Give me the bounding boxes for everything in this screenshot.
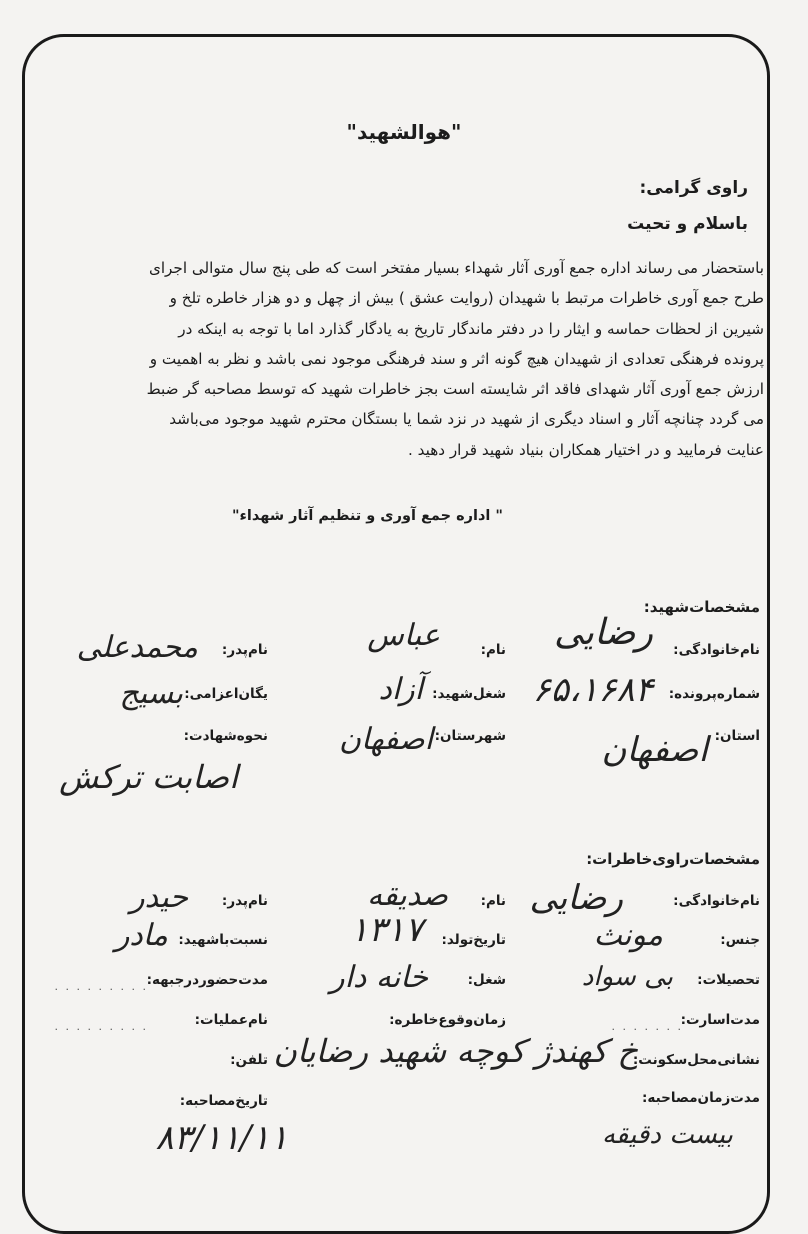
narrator-relation-label: نسبت‌باشهید: [178, 932, 268, 948]
martyr-unit-value: بسیج [119, 676, 183, 711]
paragraph-line: طرح جمع آوری خاطرات مرتبط با شهیدان (روایت عشق ) بیش از چهل و دو هزار خاطره تلخ و [169, 289, 764, 308]
martyr-how-label: نحوه‌شهادت: [183, 728, 268, 744]
narrator-interview-duration-value: بیست دقیقه [601, 1120, 733, 1150]
narrator-father-label: نام‌پدر: [221, 893, 268, 909]
martyr-name-value: عباس [367, 618, 440, 653]
narrator-interview-date-value: ۸۳/۱۱/۱۱ [155, 1118, 288, 1158]
narrator-phone-label: تلفن: [230, 1052, 268, 1068]
salutation: باسلام و تحیت [627, 214, 748, 234]
page-heading: "هوالشهید" [346, 120, 462, 144]
martyr-father-value: محمدعلی [76, 630, 198, 665]
narrator-front-blank: . . . . . . . . . [54, 980, 148, 993]
paragraph-line: شیرین از لحظات حماسه و ایثار را در دفتر ماندگار تاریخ به یادگار گذارد اما با توجه به اینکه در [178, 319, 764, 338]
narrator-name-value: صدیقه [367, 878, 448, 913]
narrator-education-label: تحصیلات: [697, 972, 760, 988]
martyr-province-value: اصفهان [601, 730, 708, 770]
martyr-city-label: شهرستان: [434, 728, 506, 744]
narrator-family-value: رضایی [529, 878, 623, 918]
narrator-father-value: حیدر [130, 880, 188, 915]
intro-paragraph [44, 253, 764, 465]
martyr-file-value: ۶۵،۱۶۸۴ [532, 670, 653, 710]
narrator-relation-value: مادر [114, 918, 168, 953]
greeting: راوی گرامی: [639, 178, 748, 198]
martyr-father-label: نام‌پدر: [221, 642, 268, 658]
narrator-job-value: خانه دار [330, 960, 428, 995]
narrator-gender-value: مونث [593, 918, 663, 953]
narrator-name-label: نام: [480, 893, 506, 909]
paragraph-line: ارزش جمع آوری آثار شهدای فاقد اثر شایسته است بجز خاطرات شهید که توسط مصاحبه گر ضبط [146, 380, 764, 399]
martyr-family-value: رضایی [554, 612, 653, 653]
narrator-front-label: مدت‌حضوردرجبهه: [146, 972, 268, 988]
narrator-job-label: شغل: [467, 972, 506, 988]
martyr-section-title: مشخصات‌شهید: [643, 598, 760, 616]
paragraph-line: پرونده فرهنگی تعدادی از شهیدان هیچ گونه اثر و سند فرهنگی موجود نمی باشد و نظر به اهمیت و [149, 349, 764, 368]
narrator-address-value: خ کهندژ کوچه شهید رضایان [273, 1032, 638, 1070]
paragraph-line: می گردد چنانچه آثار و اسناد دیگری از شهید در نزد شما یا بستگان محترم شهید موجود می‌باشد [169, 410, 764, 429]
narrator-memory-time-label: زمان‌وقوع‌خاطره: [389, 1012, 506, 1028]
paragraph-line: باستحضار می رساند اداره جمع آوری آثار شهداء بسیار مفتخر است که طی پنج سال متوالی اجرای [148, 259, 764, 277]
martyr-family-label: نام‌خانوادگی: [673, 642, 760, 658]
martyr-province-label: استان: [714, 728, 760, 744]
martyr-name-label: نام: [480, 642, 506, 658]
narrator-education-value: بی سواد [581, 962, 673, 992]
narrator-captivity-label: مدت‌اسارت: [680, 1012, 760, 1028]
martyr-unit-label: یگان‌اعزامی: [184, 686, 268, 702]
narrator-captivity-blank: . . . . . . . [611, 1020, 683, 1033]
martyr-how-value: اصابت ترکش [59, 758, 238, 796]
martyr-job-label: شغل‌شهید: [432, 686, 506, 702]
narrator-interview-duration-label: مدت‌زمان‌مصاحبه: [642, 1090, 760, 1106]
narrator-birth-value: ۱۳۱۷ [349, 910, 423, 950]
narrator-interview-date-label: تاریخ‌مصاحبه: [179, 1093, 268, 1109]
narrator-section-title: مشخصات‌راوی‌خاطرات: [586, 850, 760, 868]
narrator-birth-label: تاریخ‌تولد: [441, 932, 506, 948]
narrator-family-label: نام‌خانوادگی: [673, 893, 760, 909]
martyr-job-value: آزاد [378, 672, 423, 707]
narrator-address-label: نشانی‌محل‌سکونت: [632, 1052, 760, 1068]
narrator-operation-blank: . . . . . . . . . [54, 1020, 148, 1033]
narrator-gender-label: جنس: [720, 932, 760, 948]
martyr-city-value: اصفهان [339, 722, 433, 757]
narrator-operation-label: نام‌عملیات: [194, 1012, 268, 1028]
paragraph-line: عنایت فرمایید و در اختیار همکاران بنیاد شهید قرار دهید . [408, 440, 764, 459]
martyr-file-label: شماره‌پرونده: [668, 686, 760, 702]
signature: " اداره جمع آوری و تنظیم آثار شهداء" [231, 508, 503, 524]
